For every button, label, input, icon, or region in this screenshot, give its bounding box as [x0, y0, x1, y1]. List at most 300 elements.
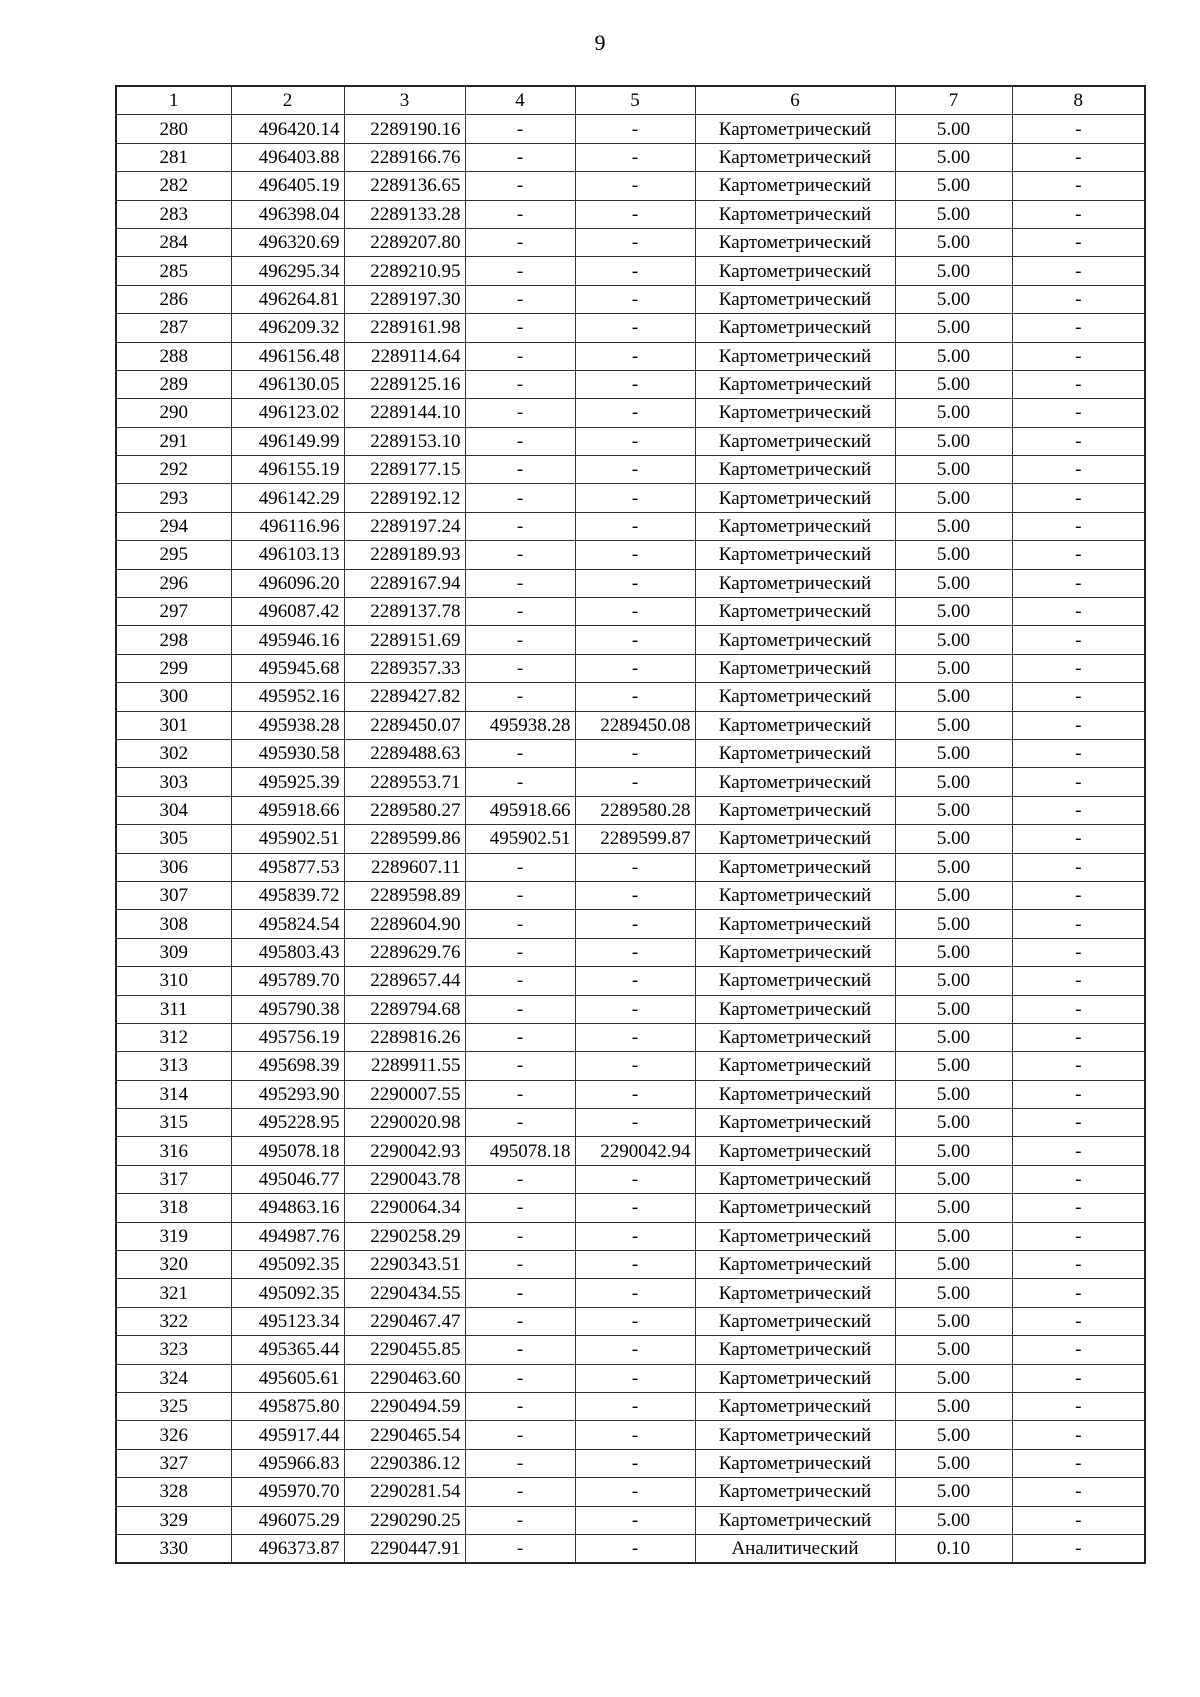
point-number-cell: 315 — [116, 1109, 231, 1137]
y-coordinate-cell: 2289607.11 — [344, 853, 465, 881]
x-coordinate-cell: 495078.18 — [231, 1137, 344, 1165]
method-cell: Картометрический — [695, 569, 895, 597]
y-coordinate-cell: 2289133.28 — [344, 200, 465, 228]
method-cell: Картометрический — [695, 1194, 895, 1222]
y-coordinate-cell: 2290020.98 — [344, 1109, 465, 1137]
column-header: 4 — [465, 86, 575, 115]
table-row — [116, 1165, 1145, 1193]
method-cell: Картометрический — [695, 1109, 895, 1137]
y-existing-cell: - — [575, 853, 695, 881]
x-coordinate-cell: 496142.29 — [231, 484, 344, 512]
point-number-cell: 310 — [116, 967, 231, 995]
accuracy-cell: 5.00 — [895, 683, 1012, 711]
table-row — [116, 1506, 1145, 1534]
table-row — [116, 1222, 1145, 1250]
accuracy-cell: 5.00 — [895, 995, 1012, 1023]
header-row — [116, 86, 1145, 115]
y-coordinate-cell: 2290258.29 — [344, 1222, 465, 1250]
method-cell: Картометрический — [695, 1279, 895, 1307]
table-row — [116, 654, 1145, 682]
note-cell: - — [1012, 796, 1145, 824]
method-cell: Картометрический — [695, 314, 895, 342]
table-row — [116, 342, 1145, 370]
x-coordinate-cell: 495228.95 — [231, 1109, 344, 1137]
note-cell: - — [1012, 1137, 1145, 1165]
x-existing-cell: 495938.28 — [465, 711, 575, 739]
y-coordinate-cell: 2289794.68 — [344, 995, 465, 1023]
point-number-cell: 296 — [116, 569, 231, 597]
point-number-cell: 304 — [116, 796, 231, 824]
accuracy-cell: 5.00 — [895, 200, 1012, 228]
table-row — [116, 484, 1145, 512]
point-number-cell: 330 — [116, 1534, 231, 1563]
accuracy-cell: 5.00 — [895, 314, 1012, 342]
point-number-cell: 321 — [116, 1279, 231, 1307]
accuracy-cell: 5.00 — [895, 881, 1012, 909]
accuracy-cell: 5.00 — [895, 1392, 1012, 1420]
x-existing-cell: - — [465, 1109, 575, 1137]
point-number-cell: 285 — [116, 257, 231, 285]
table-row — [116, 541, 1145, 569]
point-number-cell: 295 — [116, 541, 231, 569]
x-existing-cell: - — [465, 683, 575, 711]
y-coordinate-cell: 2290467.47 — [344, 1307, 465, 1335]
x-existing-cell: - — [465, 598, 575, 626]
method-cell: Картометрический — [695, 683, 895, 711]
x-coordinate-cell: 496420.14 — [231, 115, 344, 143]
note-cell: - — [1012, 1052, 1145, 1080]
x-coordinate-cell: 495605.61 — [231, 1364, 344, 1392]
method-cell: Картометрический — [695, 598, 895, 626]
y-coordinate-cell: 2289599.86 — [344, 825, 465, 853]
table-row — [116, 683, 1145, 711]
x-coordinate-cell: 496209.32 — [231, 314, 344, 342]
y-coordinate-cell: 2289210.95 — [344, 257, 465, 285]
table-row — [116, 456, 1145, 484]
y-existing-cell: - — [575, 995, 695, 1023]
note-cell: - — [1012, 1194, 1145, 1222]
method-cell: Картометрический — [695, 200, 895, 228]
column-header: 1 — [116, 86, 231, 115]
x-coordinate-cell: 495917.44 — [231, 1421, 344, 1449]
y-existing-cell: - — [575, 257, 695, 285]
accuracy-cell: 5.00 — [895, 285, 1012, 313]
x-coordinate-cell: 495365.44 — [231, 1336, 344, 1364]
x-coordinate-cell: 496320.69 — [231, 228, 344, 256]
y-existing-cell: - — [575, 512, 695, 540]
point-number-cell: 301 — [116, 711, 231, 739]
y-existing-cell: - — [575, 654, 695, 682]
x-coordinate-cell: 496130.05 — [231, 370, 344, 398]
x-coordinate-cell: 496149.99 — [231, 427, 344, 455]
table-row — [116, 172, 1145, 200]
y-existing-cell: 2289599.87 — [575, 825, 695, 853]
table-row — [116, 1449, 1145, 1477]
column-header: 8 — [1012, 86, 1145, 115]
point-number-cell: 312 — [116, 1023, 231, 1051]
y-existing-cell: - — [575, 1080, 695, 1108]
y-coordinate-cell: 2289427.82 — [344, 683, 465, 711]
x-existing-cell: - — [465, 967, 575, 995]
x-existing-cell: - — [465, 512, 575, 540]
accuracy-cell: 5.00 — [895, 1506, 1012, 1534]
point-number-cell: 280 — [116, 115, 231, 143]
table-row — [116, 512, 1145, 540]
x-coordinate-cell: 496264.81 — [231, 285, 344, 313]
accuracy-cell: 5.00 — [895, 569, 1012, 597]
table-row — [116, 1336, 1145, 1364]
x-coordinate-cell: 496155.19 — [231, 456, 344, 484]
y-coordinate-cell: 2289657.44 — [344, 967, 465, 995]
accuracy-cell: 5.00 — [895, 143, 1012, 171]
y-existing-cell: - — [575, 1279, 695, 1307]
table-row — [116, 1194, 1145, 1222]
y-existing-cell: - — [575, 228, 695, 256]
table-row — [116, 626, 1145, 654]
x-coordinate-cell: 495803.43 — [231, 938, 344, 966]
y-existing-cell: - — [575, 1534, 695, 1563]
accuracy-cell: 5.00 — [895, 825, 1012, 853]
accuracy-cell: 5.00 — [895, 1279, 1012, 1307]
note-cell: - — [1012, 626, 1145, 654]
x-coordinate-cell: 496075.29 — [231, 1506, 344, 1534]
accuracy-cell: 5.00 — [895, 484, 1012, 512]
x-existing-cell: - — [465, 342, 575, 370]
x-coordinate-cell: 496123.02 — [231, 399, 344, 427]
accuracy-cell: 5.00 — [895, 1449, 1012, 1477]
point-number-cell: 284 — [116, 228, 231, 256]
x-coordinate-cell: 496403.88 — [231, 143, 344, 171]
note-cell: - — [1012, 654, 1145, 682]
x-existing-cell: - — [465, 1052, 575, 1080]
note-cell: - — [1012, 285, 1145, 313]
note-cell: - — [1012, 768, 1145, 796]
table-row — [116, 285, 1145, 313]
y-coordinate-cell: 2290386.12 — [344, 1449, 465, 1477]
x-coordinate-cell: 495046.77 — [231, 1165, 344, 1193]
point-number-cell: 308 — [116, 910, 231, 938]
x-existing-cell: - — [465, 569, 575, 597]
x-coordinate-cell: 495698.39 — [231, 1052, 344, 1080]
method-cell: Картометрический — [695, 853, 895, 881]
y-coordinate-cell: 2289167.94 — [344, 569, 465, 597]
method-cell: Картометрический — [695, 1392, 895, 1420]
y-coordinate-cell: 2290043.78 — [344, 1165, 465, 1193]
y-coordinate-cell: 2289177.15 — [344, 456, 465, 484]
table-row — [116, 768, 1145, 796]
y-coordinate-cell: 2289125.16 — [344, 370, 465, 398]
x-coordinate-cell: 495946.16 — [231, 626, 344, 654]
table-row — [116, 1137, 1145, 1165]
x-coordinate-cell: 495123.34 — [231, 1307, 344, 1335]
y-coordinate-cell: 2289911.55 — [344, 1052, 465, 1080]
table-row — [116, 370, 1145, 398]
x-existing-cell: - — [465, 626, 575, 654]
table-row — [116, 1534, 1145, 1563]
point-number-cell: 286 — [116, 285, 231, 313]
note-cell: - — [1012, 172, 1145, 200]
table-row — [116, 569, 1145, 597]
point-number-cell: 322 — [116, 1307, 231, 1335]
table-row — [116, 910, 1145, 938]
y-existing-cell: 2290042.94 — [575, 1137, 695, 1165]
accuracy-cell: 5.00 — [895, 512, 1012, 540]
table-row — [116, 228, 1145, 256]
note-cell: - — [1012, 1534, 1145, 1563]
x-coordinate-cell: 495293.90 — [231, 1080, 344, 1108]
y-coordinate-cell: 2289189.93 — [344, 541, 465, 569]
x-coordinate-cell: 496103.13 — [231, 541, 344, 569]
method-cell: Картометрический — [695, 115, 895, 143]
y-existing-cell: - — [575, 541, 695, 569]
note-cell: - — [1012, 1392, 1145, 1420]
method-cell: Картометрический — [695, 881, 895, 909]
y-coordinate-cell: 2290290.25 — [344, 1506, 465, 1534]
coordinates-table — [115, 85, 1146, 1564]
point-number-cell: 294 — [116, 512, 231, 540]
y-existing-cell: 2289580.28 — [575, 796, 695, 824]
point-number-cell: 316 — [116, 1137, 231, 1165]
accuracy-cell: 5.00 — [895, 1137, 1012, 1165]
point-number-cell: 288 — [116, 342, 231, 370]
y-coordinate-cell: 2289553.71 — [344, 768, 465, 796]
accuracy-cell: 0.10 — [895, 1534, 1012, 1563]
x-existing-cell: - — [465, 484, 575, 512]
point-number-cell: 293 — [116, 484, 231, 512]
y-existing-cell: - — [575, 1336, 695, 1364]
point-number-cell: 325 — [116, 1392, 231, 1420]
x-coordinate-cell: 496116.96 — [231, 512, 344, 540]
note-cell: - — [1012, 825, 1145, 853]
x-coordinate-cell: 494987.76 — [231, 1222, 344, 1250]
method-cell: Картометрический — [695, 796, 895, 824]
method-cell: Картометрический — [695, 825, 895, 853]
x-existing-cell: - — [465, 1449, 575, 1477]
x-existing-cell: - — [465, 541, 575, 569]
y-coordinate-cell: 2289207.80 — [344, 228, 465, 256]
accuracy-cell: 5.00 — [895, 739, 1012, 767]
x-existing-cell: - — [465, 1506, 575, 1534]
table-row — [116, 967, 1145, 995]
method-cell: Аналитический — [695, 1534, 895, 1563]
y-coordinate-cell: 2289816.26 — [344, 1023, 465, 1051]
y-coordinate-cell: 2290281.54 — [344, 1478, 465, 1506]
note-cell: - — [1012, 1336, 1145, 1364]
y-existing-cell: - — [575, 1392, 695, 1420]
y-coordinate-cell: 2289153.10 — [344, 427, 465, 455]
table-row — [116, 427, 1145, 455]
column-header: 7 — [895, 86, 1012, 115]
method-cell: Картометрический — [695, 1364, 895, 1392]
y-existing-cell: - — [575, 314, 695, 342]
y-coordinate-cell: 2290064.34 — [344, 1194, 465, 1222]
note-cell: - — [1012, 1251, 1145, 1279]
point-number-cell: 281 — [116, 143, 231, 171]
note-cell: - — [1012, 1080, 1145, 1108]
x-coordinate-cell: 495789.70 — [231, 967, 344, 995]
y-coordinate-cell: 2289166.76 — [344, 143, 465, 171]
table-row — [116, 1364, 1145, 1392]
note-cell: - — [1012, 853, 1145, 881]
method-cell: Картометрический — [695, 541, 895, 569]
point-number-cell: 282 — [116, 172, 231, 200]
method-cell: Картометрический — [695, 484, 895, 512]
y-existing-cell: 2289450.08 — [575, 711, 695, 739]
method-cell: Картометрический — [695, 967, 895, 995]
y-existing-cell: - — [575, 768, 695, 796]
table-row — [116, 598, 1145, 626]
method-cell: Картометрический — [695, 1222, 895, 1250]
x-existing-cell: - — [465, 1478, 575, 1506]
y-existing-cell: - — [575, 1165, 695, 1193]
accuracy-cell: 5.00 — [895, 1336, 1012, 1364]
method-cell: Картометрический — [695, 910, 895, 938]
x-coordinate-cell: 496295.34 — [231, 257, 344, 285]
note-cell: - — [1012, 1222, 1145, 1250]
table-row — [116, 1023, 1145, 1051]
x-existing-cell: - — [465, 200, 575, 228]
x-coordinate-cell: 496156.48 — [231, 342, 344, 370]
table-row — [116, 1307, 1145, 1335]
point-number-cell: 292 — [116, 456, 231, 484]
y-coordinate-cell: 2289580.27 — [344, 796, 465, 824]
y-coordinate-cell: 2289190.16 — [344, 115, 465, 143]
y-coordinate-cell: 2289114.64 — [344, 342, 465, 370]
y-existing-cell: - — [575, 370, 695, 398]
y-existing-cell: - — [575, 626, 695, 654]
x-existing-cell: 495918.66 — [465, 796, 575, 824]
page-number: 9 — [594, 30, 606, 55]
method-cell: Картометрический — [695, 257, 895, 285]
x-coordinate-cell: 495938.28 — [231, 711, 344, 739]
note-cell: - — [1012, 1165, 1145, 1193]
point-number-cell: 309 — [116, 938, 231, 966]
table-header — [116, 86, 1145, 115]
accuracy-cell: 5.00 — [895, 598, 1012, 626]
method-cell: Картометрический — [695, 938, 895, 966]
note-cell: - — [1012, 427, 1145, 455]
point-number-cell: 289 — [116, 370, 231, 398]
accuracy-cell: 5.00 — [895, 654, 1012, 682]
x-existing-cell: - — [465, 881, 575, 909]
point-number-cell: 283 — [116, 200, 231, 228]
y-existing-cell: - — [575, 342, 695, 370]
y-existing-cell: - — [575, 1449, 695, 1477]
method-cell: Картометрический — [695, 512, 895, 540]
point-number-cell: 297 — [116, 598, 231, 626]
note-cell: - — [1012, 1506, 1145, 1534]
accuracy-cell: 5.00 — [895, 399, 1012, 427]
point-number-cell: 314 — [116, 1080, 231, 1108]
point-number-cell: 329 — [116, 1506, 231, 1534]
x-existing-cell: - — [465, 427, 575, 455]
x-existing-cell: - — [465, 370, 575, 398]
accuracy-cell: 5.00 — [895, 1222, 1012, 1250]
method-cell: Картометрический — [695, 228, 895, 256]
table-row — [116, 825, 1145, 853]
x-existing-cell: - — [465, 1023, 575, 1051]
accuracy-cell: 5.00 — [895, 1421, 1012, 1449]
point-number-cell: 326 — [116, 1421, 231, 1449]
x-existing-cell: - — [465, 1534, 575, 1563]
note-cell: - — [1012, 938, 1145, 966]
note-cell: - — [1012, 683, 1145, 711]
note-cell: - — [1012, 115, 1145, 143]
method-cell: Картометрический — [695, 1506, 895, 1534]
y-coordinate-cell: 2290465.54 — [344, 1421, 465, 1449]
accuracy-cell: 5.00 — [895, 1364, 1012, 1392]
table-row — [116, 1392, 1145, 1420]
y-existing-cell: - — [575, 115, 695, 143]
column-header: 2 — [231, 86, 344, 115]
note-cell: - — [1012, 967, 1145, 995]
note-cell: - — [1012, 314, 1145, 342]
x-existing-cell: - — [465, 257, 575, 285]
table-row — [116, 1052, 1145, 1080]
y-existing-cell: - — [575, 1052, 695, 1080]
table-body — [116, 115, 1145, 1563]
note-cell: - — [1012, 228, 1145, 256]
x-existing-cell: - — [465, 1421, 575, 1449]
x-existing-cell: - — [465, 910, 575, 938]
y-existing-cell: - — [575, 598, 695, 626]
table-row — [116, 1109, 1145, 1137]
x-coordinate-cell: 495824.54 — [231, 910, 344, 938]
y-existing-cell: - — [575, 1307, 695, 1335]
x-existing-cell: - — [465, 1307, 575, 1335]
table-row — [116, 314, 1145, 342]
x-existing-cell: - — [465, 456, 575, 484]
x-coordinate-cell: 496096.20 — [231, 569, 344, 597]
y-coordinate-cell: 2290494.59 — [344, 1392, 465, 1420]
x-existing-cell: - — [465, 1392, 575, 1420]
y-coordinate-cell: 2290447.91 — [344, 1534, 465, 1563]
method-cell: Картометрический — [695, 143, 895, 171]
y-coordinate-cell: 2289137.78 — [344, 598, 465, 626]
accuracy-cell: 5.00 — [895, 342, 1012, 370]
method-cell: Картометрический — [695, 285, 895, 313]
note-cell: - — [1012, 1307, 1145, 1335]
x-existing-cell: - — [465, 1364, 575, 1392]
y-coordinate-cell: 2289450.07 — [344, 711, 465, 739]
x-coordinate-cell: 495966.83 — [231, 1449, 344, 1477]
x-existing-cell: - — [465, 314, 575, 342]
note-cell: - — [1012, 342, 1145, 370]
accuracy-cell: 5.00 — [895, 427, 1012, 455]
note-cell: - — [1012, 1109, 1145, 1137]
y-existing-cell: - — [575, 1251, 695, 1279]
method-cell: Картометрический — [695, 739, 895, 767]
method-cell: Картометрический — [695, 1165, 895, 1193]
method-cell: Картометрический — [695, 711, 895, 739]
point-number-cell: 328 — [116, 1478, 231, 1506]
x-existing-cell: - — [465, 115, 575, 143]
x-existing-cell: - — [465, 285, 575, 313]
x-existing-cell: - — [465, 938, 575, 966]
note-cell: - — [1012, 995, 1145, 1023]
note-cell: - — [1012, 143, 1145, 171]
y-coordinate-cell: 2289161.98 — [344, 314, 465, 342]
y-existing-cell: - — [575, 683, 695, 711]
point-number-cell: 290 — [116, 399, 231, 427]
y-existing-cell: - — [575, 1194, 695, 1222]
note-cell: - — [1012, 598, 1145, 626]
x-coordinate-cell: 495902.51 — [231, 825, 344, 853]
method-cell: Картометрический — [695, 427, 895, 455]
y-existing-cell: - — [575, 143, 695, 171]
x-existing-cell: - — [465, 1336, 575, 1364]
note-cell: - — [1012, 541, 1145, 569]
